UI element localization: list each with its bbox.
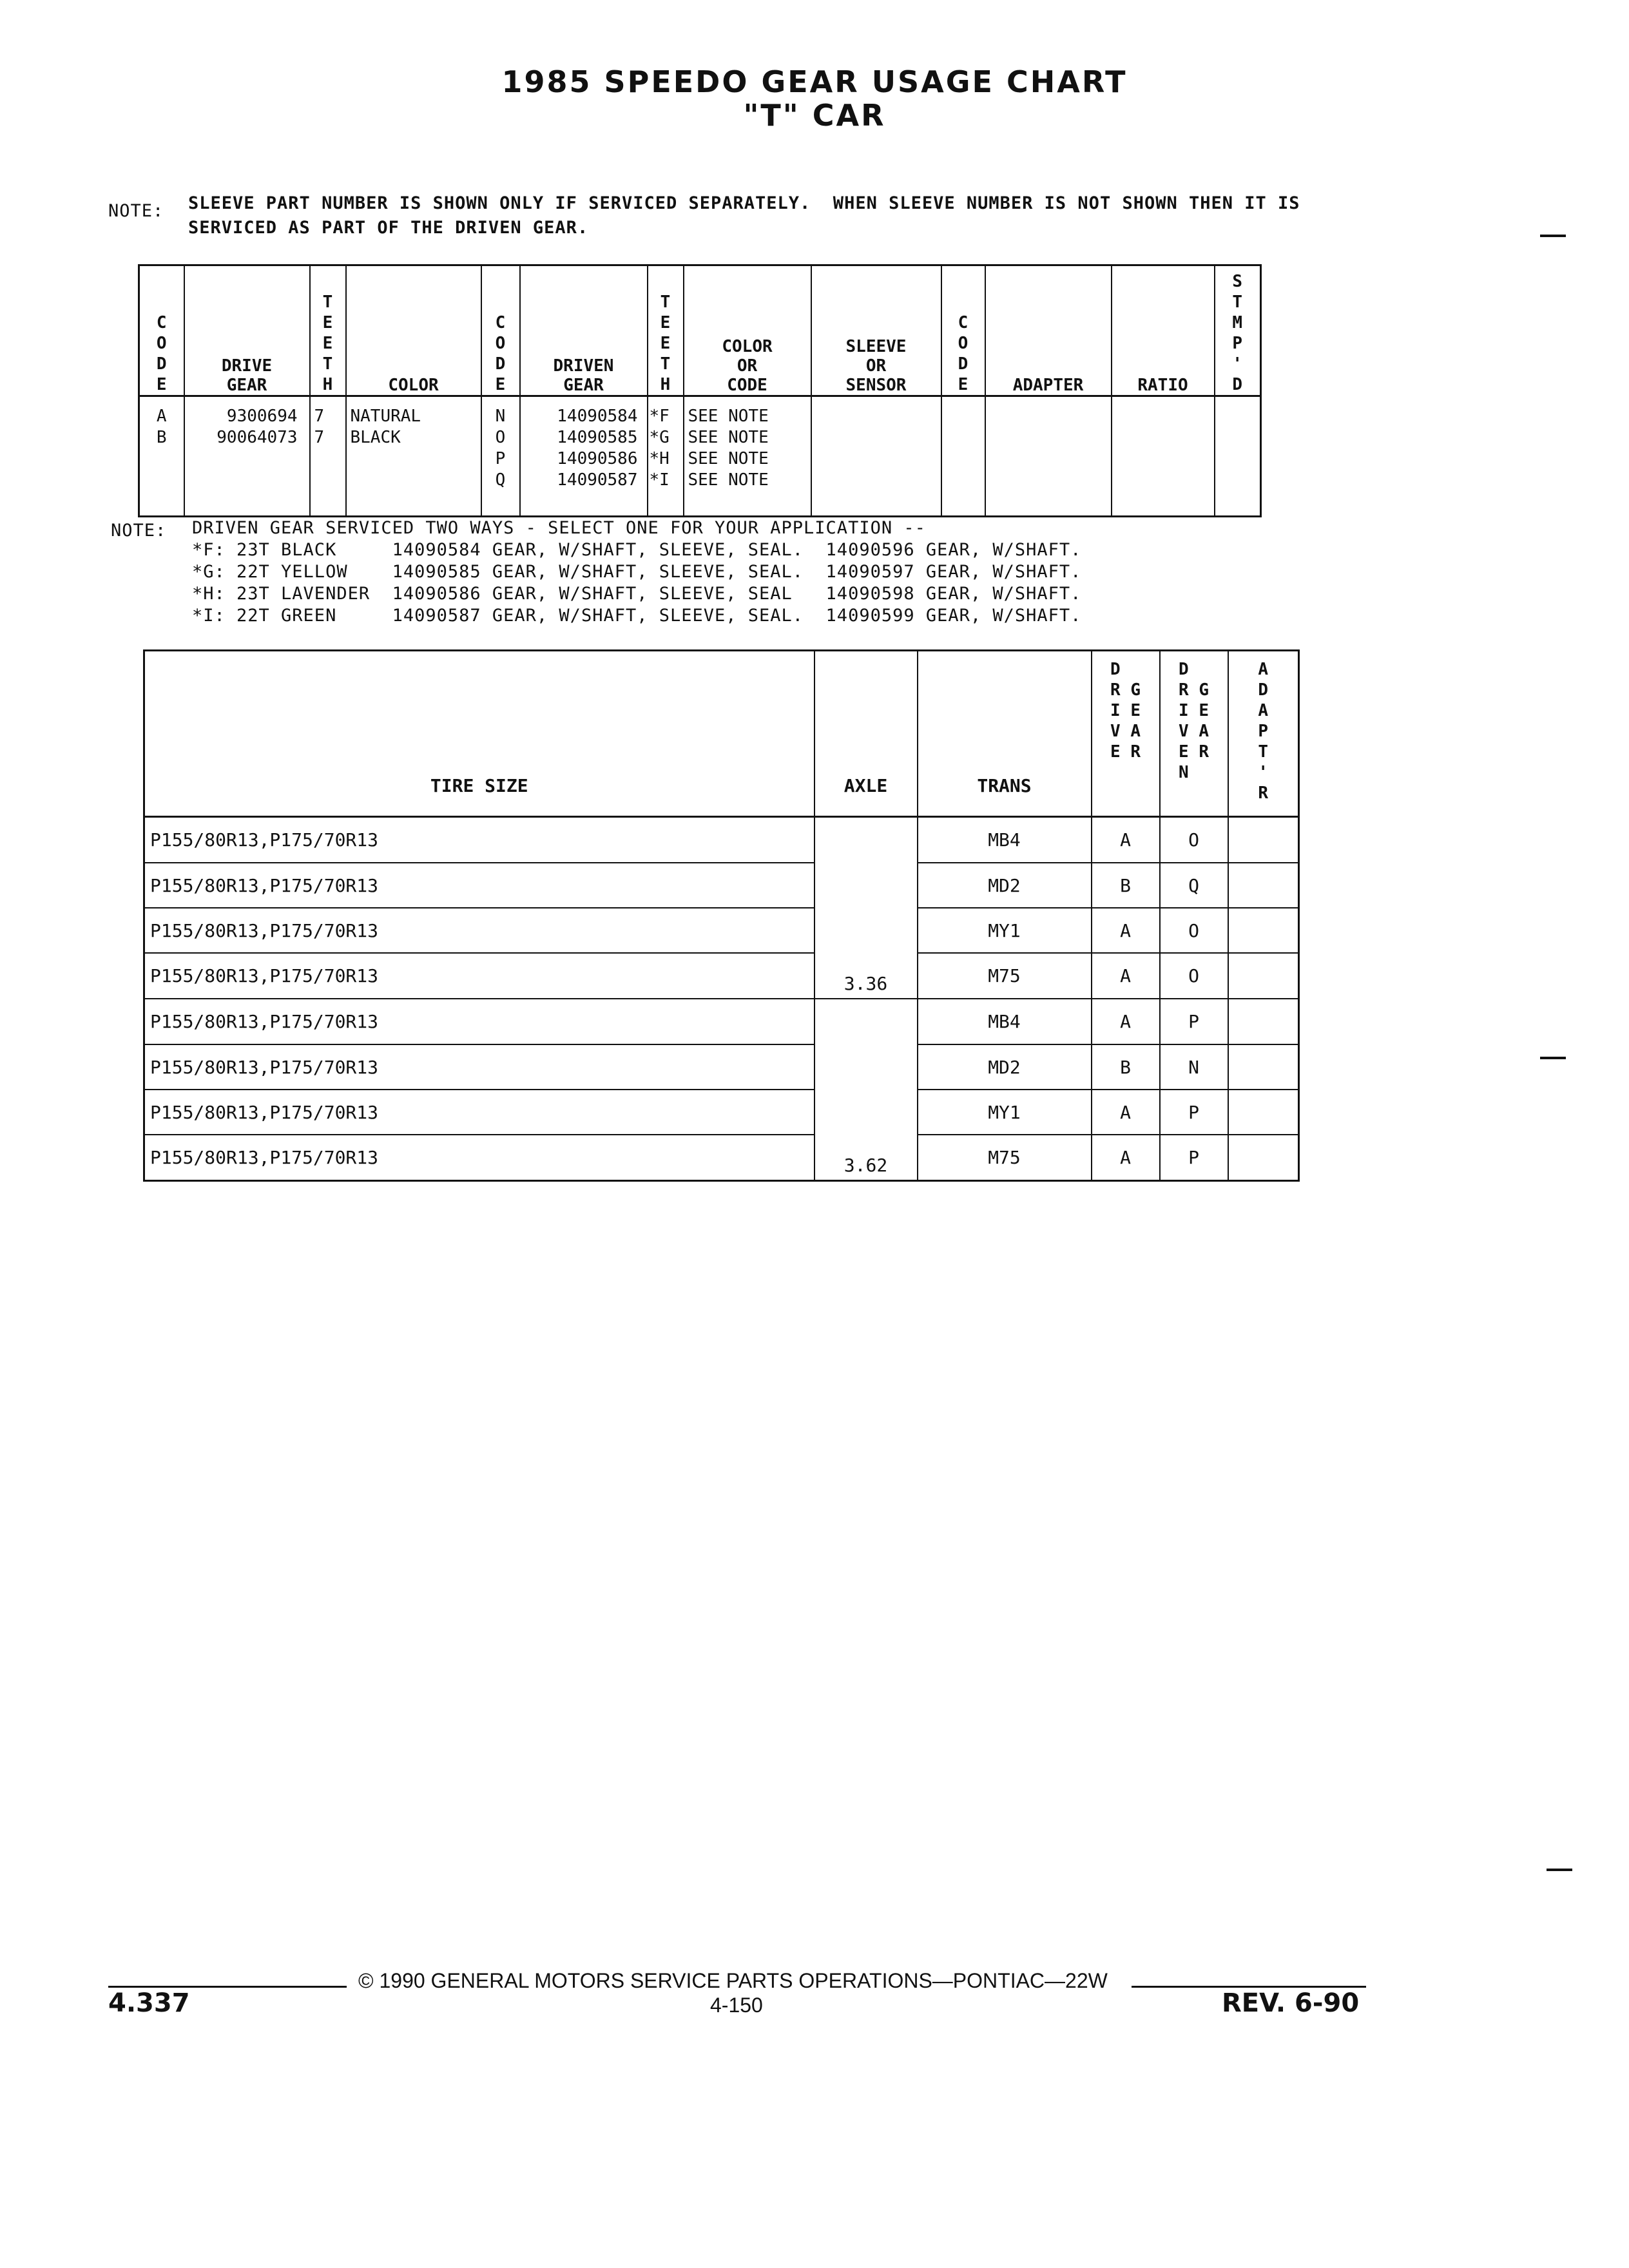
adapter-cell [1228,1044,1299,1090]
tire-size-cell: P155/80R13,P175/70R13 [144,1135,815,1181]
header-drive-gear-vertical [1092,651,1160,817]
header-code-2-text: C O D E [495,313,506,394]
margin-mark [1547,1869,1572,1871]
driven-note-line: *I: 22T GREEN 14090587 GEAR, W/SHAFT, SLEEVE, SEAL. 14090599 GEAR, W/SHAFT. [192,606,1082,626]
driven-note-label: NOTE: [111,521,167,541]
tire-size-cell: P155/80R13,P175/70R13 [144,1044,815,1090]
header-code-3 [941,265,985,396]
tire-size-cell: P155/80R13,P175/70R13 [144,999,815,1044]
driven-gear-cell: N [1160,1044,1228,1090]
table-row [144,1135,1299,1181]
axle-cell [815,1044,918,1090]
driven-gear-cell: O [1160,953,1228,999]
driven-gear-cell: P [1160,1135,1228,1181]
adapter-cell [1228,1090,1299,1135]
drive-teeth-cell: 7 7 [310,396,346,517]
drive-gear-cell: B [1092,863,1160,908]
ratio-cell [1112,396,1215,517]
header-driven-gear: DRIVEN GEAR [520,265,648,396]
trans-cell: MD2 [918,863,1092,908]
driven-gear-cell: P [1160,999,1228,1044]
trans-cell: MB4 [918,999,1092,1044]
drive-gear-cell: 9300694 90064073 [184,396,310,517]
table-row [144,908,1299,953]
driven-gear-cell: O [1160,817,1228,863]
trans-cell: MB4 [918,817,1092,863]
header-code [139,265,184,396]
axle-cell [815,863,918,908]
driven-note-intro: DRIVEN GEAR SERVICED TWO WAYS - SELECT ONE FOR YOUR APPLICATION -- [192,518,926,538]
driven-note-line: *F: 23T BLACK 14090584 GEAR, W/SHAFT, SLEEVE, SEAL. 14090596 GEAR, W/SHAFT. [192,540,1082,560]
header-teeth-2 [648,265,684,396]
header-color-or-code: COLOR OR CODE [684,265,811,396]
header-color: COLOR [346,265,481,396]
header-teeth-2-text: T E E T H [660,293,671,394]
drive-gear-cell: B [1092,1044,1160,1090]
tire-size-cell: P155/80R13,P175/70R13 [144,863,815,908]
table-row [144,863,1299,908]
drive-code-cell: A B [139,396,184,517]
header-adapter: ADAPTER [985,265,1112,396]
table-row [144,1090,1299,1135]
stmpd-cell [1215,396,1261,517]
adapter-cell [985,396,1112,517]
header-code-2 [481,265,520,396]
drive-gear-cell: A [1092,953,1160,999]
footer-page-left: 4.337 [108,1988,190,2018]
driven-note-line: *G: 22T YELLOW 14090585 GEAR, W/SHAFT, SLEEVE, SEAL. 14090597 GEAR, W/SHAFT. [192,562,1082,582]
header-stmpd-text: S T M P ' D [1232,272,1243,394]
footer-copyright: © 1990 GENERAL MOTORS SERVICE PARTS OPERATIONS—PONTIAC—22W [358,1969,1108,1992]
header-code-text: C O D E [156,313,167,394]
code-3-cell [941,396,985,517]
gear-table [138,264,1262,517]
adapter-cell [1228,817,1299,863]
trans-cell: M75 [918,953,1092,999]
note-label: NOTE: [108,201,164,221]
header-adapter-vertical [1228,651,1299,817]
footer-rule-right [1132,1986,1366,1988]
header-tire-size: TIRE SIZE [144,651,815,817]
header-drive-gear: DRIVE GEAR [184,265,310,396]
header-trans: TRANS [918,651,1092,817]
gear-table-body-row [139,396,1261,517]
adapter-cell [1228,999,1299,1044]
tire-size-cell: P155/80R13,P175/70R13 [144,953,815,999]
drive-gear-cell: A [1092,1090,1160,1135]
page-subtitle: "T" CAR [743,98,886,133]
tire-size-cell: P155/80R13,P175/70R13 [144,817,815,863]
axle-cell [815,817,918,863]
driven-note-line: *H: 23T LAVENDER 14090586 GEAR, W/SHAFT, SLEEVE, SEAL 14090598 GEAR, W/SHAFT. [192,584,1082,604]
adapter-cell [1228,908,1299,953]
driven-code-cell: N O P Q [481,396,520,517]
driven-gear-cell: 14090584 14090585 14090586 14090587 [520,396,648,517]
trans-cell: MY1 [918,908,1092,953]
header-stmpd [1215,265,1261,396]
drive-gear-cell: A [1092,1135,1160,1181]
axle-cell [815,908,918,953]
tire-size-cell: P155/80R13,P175/70R13 [144,908,815,953]
axle-cell: 3.62 [815,1135,918,1181]
trans-cell: MD2 [918,1044,1092,1090]
driven-gear-cell: O [1160,908,1228,953]
drive-gear-cell: A [1092,908,1160,953]
gear-table-header-row [139,265,1261,396]
drive-gear-cell: A [1092,817,1160,863]
table-row [144,817,1299,863]
header-axle: AXLE [815,651,918,817]
header-drive-gear-text: D R G I E V A E R [1110,660,1141,762]
footer-revision: REV. 6-90 [1222,1988,1360,2018]
header-driven-gear-vertical [1160,651,1228,817]
driven-color-code-cell: SEE NOTE SEE NOTE SEE NOTE SEE NOTE [684,396,811,517]
drive-color-cell: NATURAL BLACK [346,396,481,517]
driven-teeth-cell: *F *G *H *I [648,396,684,517]
header-ratio: RATIO [1112,265,1215,396]
note-text-line1: SLEEVE PART NUMBER IS SHOWN ONLY IF SERVICED SEPARATELY. WHEN SLEEVE NUMBER IS NOT SHOWN THEN IT IS [188,193,1300,213]
tire-size-cell: P155/80R13,P175/70R13 [144,1090,815,1135]
adapter-cell [1228,953,1299,999]
note-text-line2: SERVICED AS PART OF THE DRIVEN GEAR. [188,218,589,238]
margin-mark [1540,1057,1566,1059]
page-title: 1985 SPEEDO GEAR USAGE CHART [501,64,1128,99]
table-row [144,999,1299,1044]
adapter-cell [1228,1135,1299,1181]
adapter-cell [1228,863,1299,908]
header-teeth [310,265,346,396]
table-row [144,1044,1299,1090]
tire-size-table [143,649,1300,1182]
driven-gear-cell: Q [1160,863,1228,908]
footer-rule-left [108,1986,347,1988]
drive-gear-cell: A [1092,999,1160,1044]
header-sleeve-or-sensor: SLEEVE OR SENSOR [811,265,941,396]
axle-cell [815,999,918,1044]
sleeve-cell [811,396,941,517]
margin-mark [1540,235,1566,237]
header-teeth-text: T E E T H [322,293,333,394]
footer-page-center: 4-150 [710,1994,763,2017]
header-code-3-text: C O D E [958,313,969,394]
axle-cell [815,1090,918,1135]
trans-cell: M75 [918,1135,1092,1181]
tire-table-header-row [144,651,1299,817]
header-driven-gear-text: D R G I E V A E R N [1179,660,1209,782]
trans-cell: MY1 [918,1090,1092,1135]
driven-gear-cell: P [1160,1090,1228,1135]
axle-cell: 3.36 [815,953,918,999]
table-row [144,953,1299,999]
header-adapter-text: A D A P T ' R [1258,660,1269,803]
